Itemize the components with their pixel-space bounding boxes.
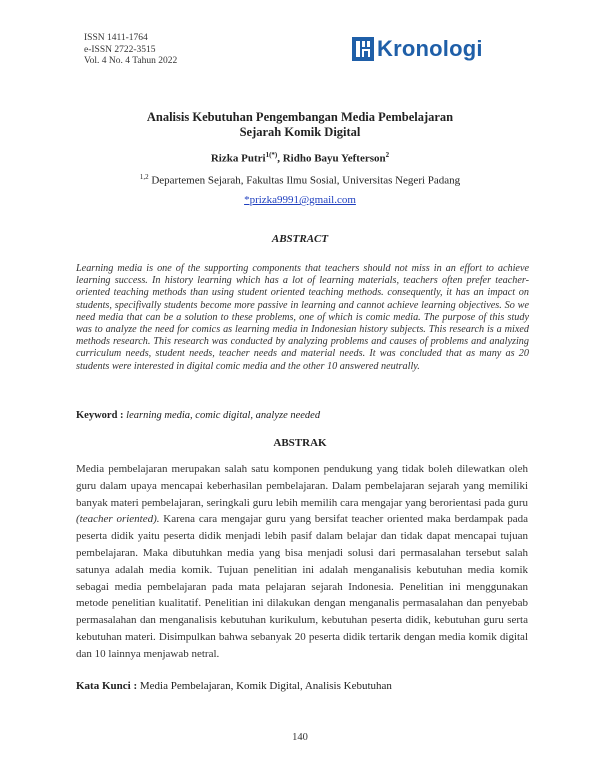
title-line-1: Analisis Kebutuhan Pengembangan Media Pembelajaran [146, 110, 454, 124]
affiliation-text: Departemen Sejarah, Fakultas Ilmu Sosial, Universitas Negeri Padang [148, 174, 461, 187]
abstrak-part-1: Media pembelajaran merupakan salah satu komponen pendukung yang tidak boleh dilewatkan oleh guru dalam upaya mencapai keberhasilan pembelajaran. Dalam pembelajaran sejarah yang memiliki banyak materi pembelajaran, seringkali guru lebih memilih cara mengajar yang berorientasi pada guru [76, 463, 528, 509]
abstrak-heading: ABSTRAK [273, 437, 327, 449]
page-number: 140 [292, 732, 308, 743]
author-separator: , [277, 152, 283, 165]
affiliation [0, 173, 600, 187]
kata-kunci-values: Media Pembelajaran, Komik Digital, Analisis Kebutuhan [137, 680, 392, 692]
eissn-text: e-ISSN 2722-3515 [84, 44, 156, 55]
email [0, 194, 600, 206]
title-line-2: Sejarah Komik Digital [239, 125, 361, 139]
kata-kunci [76, 680, 536, 692]
author-2-affil: 2 [385, 151, 390, 159]
authors [0, 151, 600, 165]
author-1-affil: 1(*) [265, 151, 278, 159]
author-1: Rizka Putri [210, 152, 266, 165]
keyword-label: Keyword : [76, 410, 124, 421]
abstract-body: Learning media is one of the supporting components that teachers should not miss in an effort to achieve learning success. In history learning which has a lot of learning materials, teachers often prefer teacher-oriented teaching methods than using student oriented teaching methods. consequently, it has an impact on students, specifivally students become more passive in learning and cannot achieve learning objectives. So we need media that can be a solution to these problems, one of which is comic media. The purpose of this study was to analyze the need for comics as learning media in Indonesian history subjects. This research is a mixed methods research. This research was conducted by analyzing problems and causes of problems and analyzing curriculum needs, student needs, teacher needs and material needs. It was concluded that as many as 20 students were interested in digital comic media and the other 10 answered neutrally. [76, 263, 529, 372]
keyword-values: learning media, comic digital, analyze needed [123, 410, 321, 421]
keywords [76, 410, 536, 421]
logo-text: Kronologi [377, 36, 483, 61]
email-link[interactable]: *prizka9991@gmail.com [244, 194, 356, 206]
abstrak-part-2: Karena cara mengajar guru yang bersifat teacher oriented maka berdampak pada peserta didik yaitu peserta didik menjadi lebih pasif dalam belajar dan tidak dapat mencapai tujuan pembelajaran. Maka dibutuhkan media yang bisa menjadi solusi dari permasalahan tersebut salah satunya adalah media komik. Tujuan penelitian ini adalah menganalisis kebutuhan media komik sebagai media pembelajaran pada mata pelajaran sejarah Indonesia. Penelitian ini menggunakan metode penelitian kualitatif. Penelitian ini dilakukan dengan menganalis permasalahan dan penyebab permasalahan dan menganalisis kebutuhan kurikulum, kebutuhan peserta didik, kebutuhan guru serta kebutuhan materi. Disimpulkan bahwa sebanyak 20 peserta didik tertarik dengan media komik digital dan 10 lainnya menjawab netral. [76, 513, 528, 660]
abstract-heading: ABSTRACT [271, 233, 329, 245]
abstrak-italic: (teacher oriented). [76, 513, 160, 526]
kata-kunci-label: Kata Kunci : [76, 680, 138, 692]
journal-header [84, 33, 177, 68]
journal-logo [352, 36, 483, 62]
abstrak-body [76, 461, 528, 663]
kronologi-logo-icon [352, 37, 374, 61]
issn-text: ISSN 1411-1764 [84, 33, 148, 43]
author-2: Ridho Bayu Yefterson [282, 152, 386, 165]
volume-text: Vol. 4 No. 4 Tahun 2022 [84, 56, 178, 66]
affiliation-sup: 1,2 [139, 173, 149, 181]
paper-title [0, 110, 600, 140]
